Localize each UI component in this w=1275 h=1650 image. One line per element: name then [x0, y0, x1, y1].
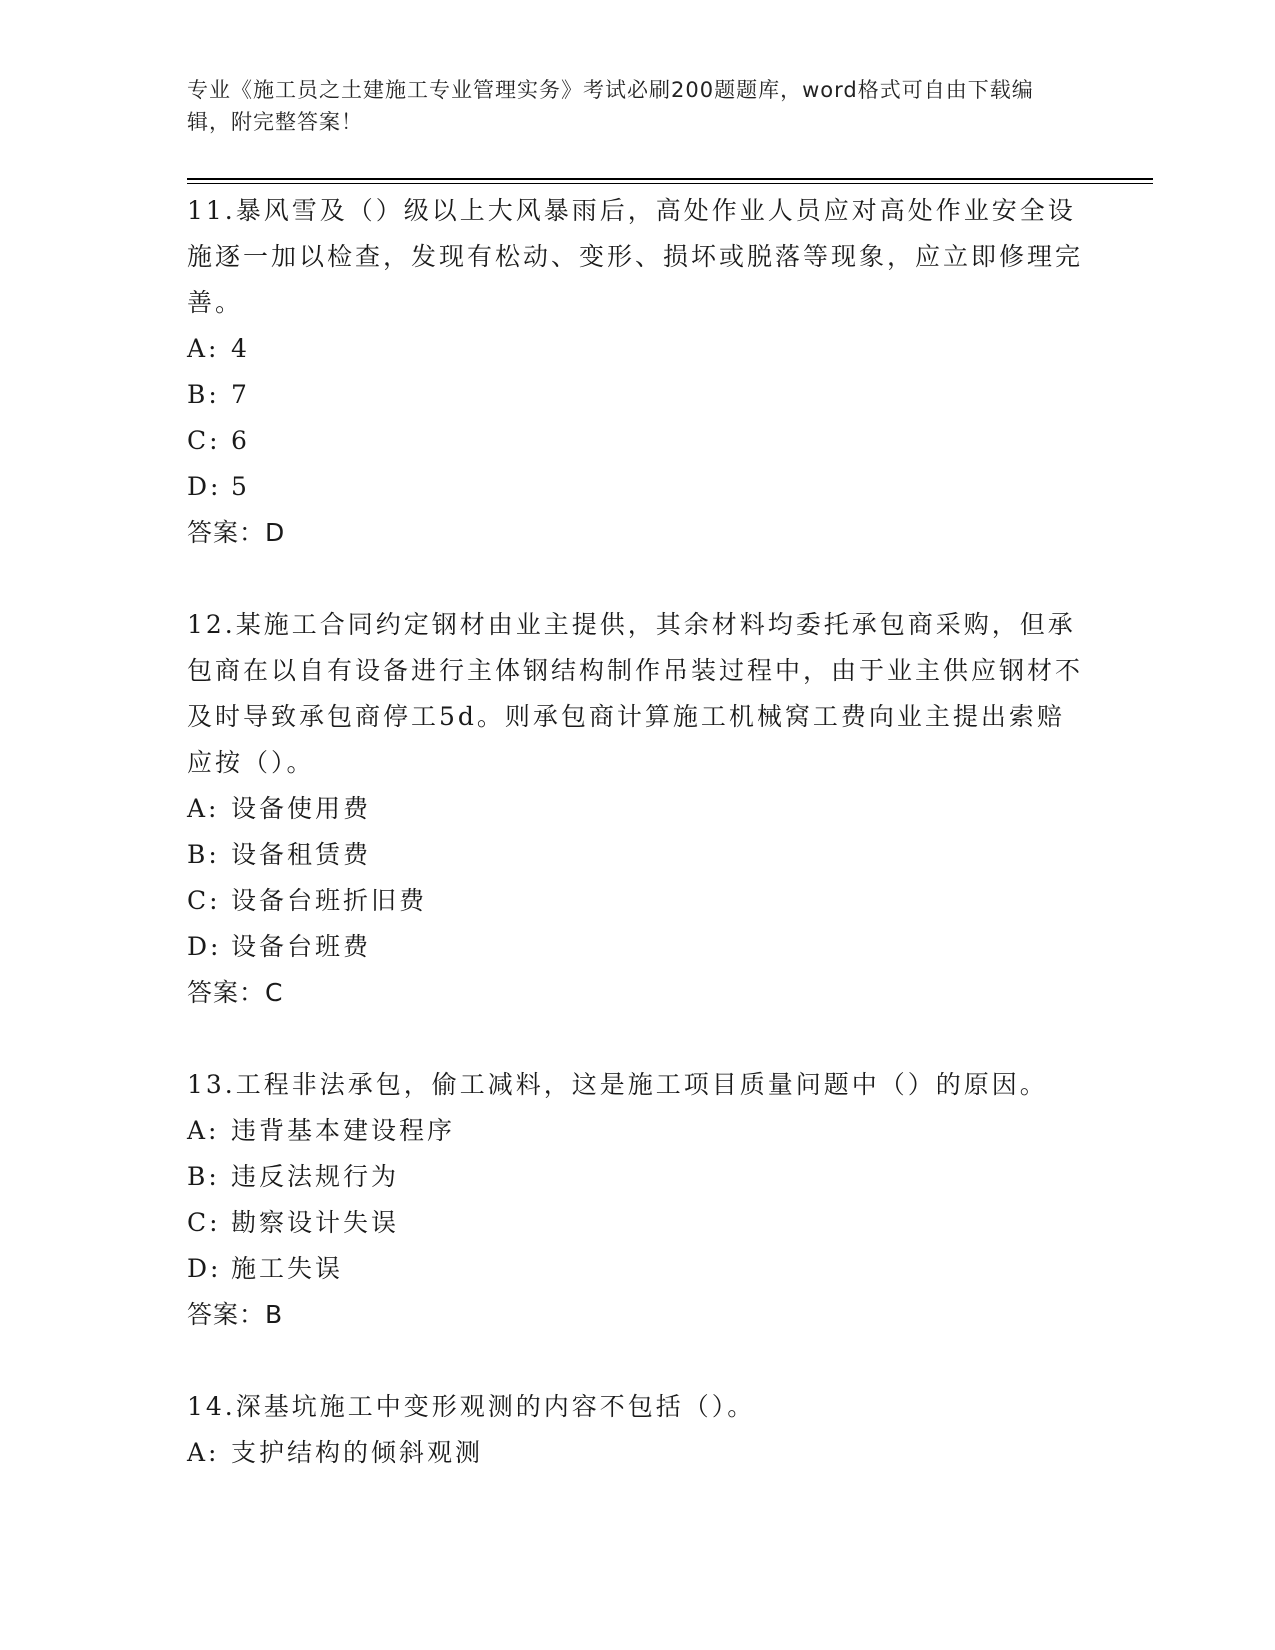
question-text: 12.某施工合同约定钢材由业主提供，其余材料均委托承包商采购，但承包商在以自有设备进行主体钢结构制作吊装过程中，由于业主供应钢材不及时导致承包商停工5d。则承包商计算施工机械窝工费向业主提出索赔应按（）。 [187, 610, 1084, 777]
option-key: D: [187, 472, 222, 501]
header-rule-thick [187, 178, 1153, 180]
question-text: 11.暴风雪及（）级以上大风暴雨后，高处作业人员应对高处作业安全设施逐一加以检查，发现有松动、变形、损坏或脱落等现象，应立即修理完善。 [187, 196, 1084, 317]
question-text: 13.工程非法承包，偷工减料，这是施工项目质量问题中（）的原因。 [187, 1070, 1048, 1099]
option-key: D: [187, 932, 222, 961]
option-a [187, 326, 1087, 372]
answer: 答案：B [187, 1300, 284, 1329]
option-key: B: [187, 840, 220, 869]
option-key: D: [187, 1254, 222, 1283]
option-b [187, 832, 1087, 878]
answer: 答案：D [187, 518, 286, 547]
option-text: 违背基本建设程序 [231, 1116, 456, 1145]
option-text: 4 [231, 334, 250, 363]
option-a [187, 1430, 1087, 1476]
option-key: C: [187, 1208, 221, 1237]
option-key: A: [187, 1438, 220, 1467]
question-13 [187, 1062, 1087, 1338]
option-a [187, 1108, 1087, 1154]
question-14 [187, 1384, 1087, 1476]
option-text: 6 [231, 426, 250, 455]
option-key: B: [187, 380, 220, 409]
option-text: 7 [231, 380, 250, 409]
question-spacer [187, 556, 1087, 602]
option-d [187, 1246, 1087, 1292]
option-text: 设备租赁费 [231, 840, 372, 869]
option-key: C: [187, 886, 221, 915]
document-header: 专业《施工员之土建施工专业管理实务》考试必刷200题题库，word格式可自由下载编辑，附完整答案！ [187, 78, 1034, 134]
question-spacer [187, 1016, 1087, 1062]
option-d [187, 924, 1087, 970]
option-b [187, 372, 1087, 418]
question-12 [187, 602, 1087, 1016]
option-text: 设备台班费 [231, 932, 372, 961]
header-rule-thin [187, 183, 1153, 184]
option-text: 施工失误 [231, 1254, 344, 1283]
answer: 答案：C [187, 978, 284, 1007]
option-text: 违反法规行为 [231, 1162, 400, 1191]
option-key: A: [187, 1116, 220, 1145]
question-text: 14.深基坑施工中变形观测的内容不包括（）。 [187, 1392, 756, 1421]
option-text: 设备使用费 [231, 794, 372, 823]
option-c [187, 1200, 1087, 1246]
option-key: B: [187, 1162, 220, 1191]
option-text: 支护结构的倾斜观测 [231, 1438, 484, 1467]
question-11 [187, 188, 1087, 556]
option-key: A: [187, 334, 220, 363]
option-key: A: [187, 794, 220, 823]
question-spacer [187, 1338, 1087, 1384]
option-text: 设备台班折旧费 [231, 886, 428, 915]
option-b [187, 1154, 1087, 1200]
option-text: 5 [231, 472, 250, 501]
option-c [187, 878, 1087, 924]
option-d [187, 464, 1087, 510]
option-key: C: [187, 426, 221, 455]
option-c [187, 418, 1087, 464]
question-list [187, 188, 1087, 1476]
option-a [187, 786, 1087, 832]
option-text: 勘察设计失误 [231, 1208, 400, 1237]
